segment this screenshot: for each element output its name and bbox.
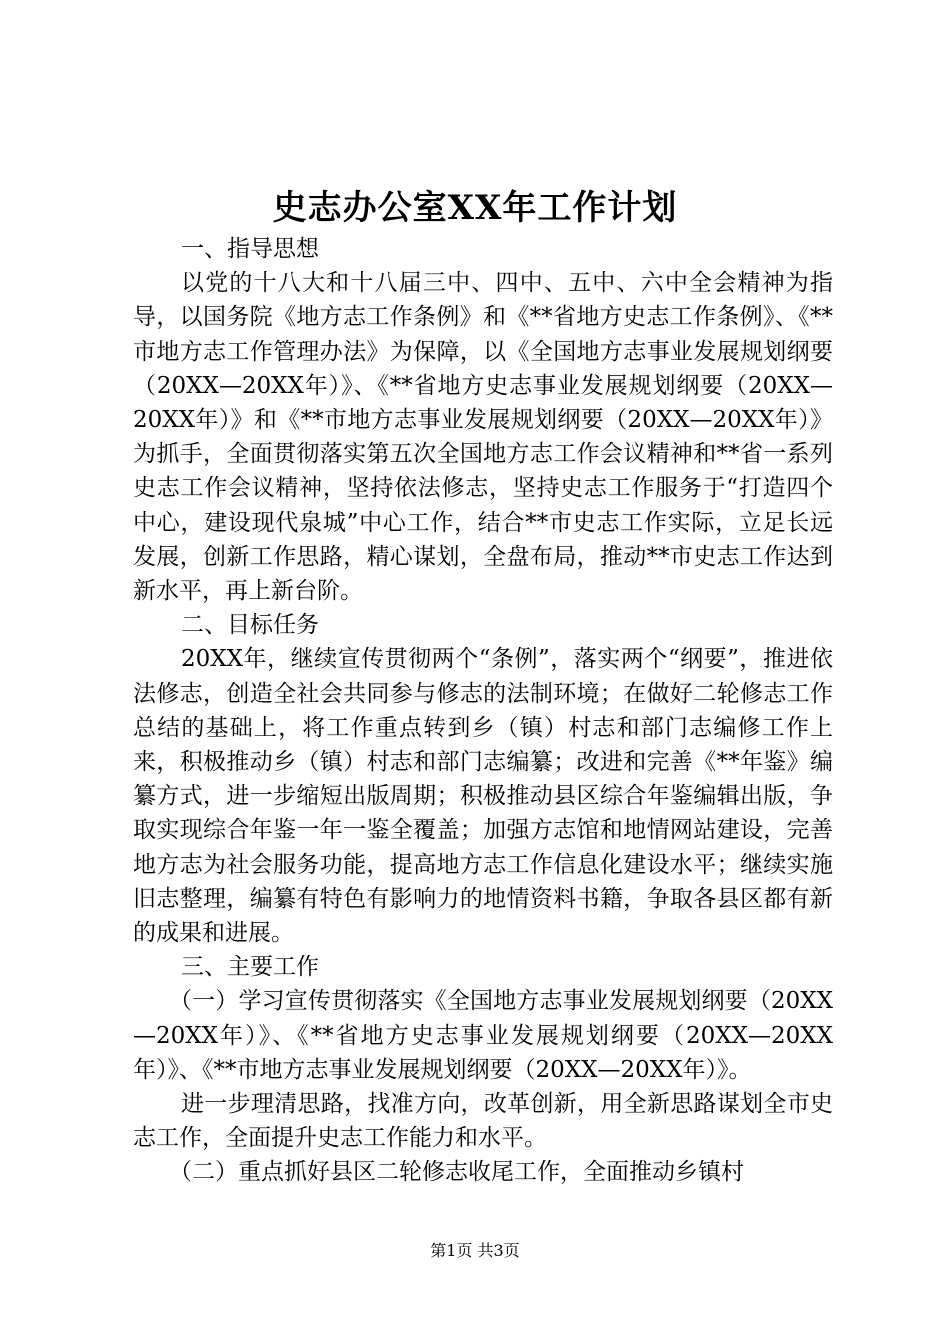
document-body: [133, 232, 833, 1190]
page-footer: 第1页 共3页: [430, 1241, 520, 1260]
paragraph-subsection-1: 进一步理清思路，找准方向，改革创新，用全新思路谋划全市史志工作，全面提升史志工作能力和水平。: [133, 1091, 833, 1152]
subsection-heading-2: （二）重点抓好县区二轮修志收尾工作，全面推动乡镇村: [169, 1159, 744, 1186]
subsection-heading-1: （一）学习宣传贯彻落实《全国地方志事业发展规划纲要（20XX—20XX年）》、《**省地方史志事业发展规划纲要（20XX—20XX年）》、《**市地方志事业发展规划纲要（20XX—20XX年）》。: [133, 988, 833, 1083]
section-heading-main-work: 三、主要工作: [181, 954, 319, 981]
paragraph-guiding-ideology: 以党的十八大和十八届三中、四中、五中、六中全会精神为指导，以国务院《地方志工作条例》和《**省地方史志工作条例》、《**市地方志工作管理办法》为保障，以《全国地方志事业发展规划纲要（20XX—20XX年）》、《**省地方史志事业发展规划纲要（20XX—20XX年）》和《**市地方志事业发展规划纲要（20XX—20XX年）》为抓手，全面贯彻落实第五次全国地方志工作会议精神和**省一系列史志工作会议精神，坚持依法修志，坚持史志工作服务于“打造四个中心，建设现代泉城”中心工作，结合**市史志工作实际，立足长远发展，创新工作思路，精心谋划，全盘布局，推动**市史志工作达到新水平，再上新台阶。: [133, 270, 833, 605]
section-heading-guiding-ideology: 一、指导思想: [181, 236, 319, 262]
section-heading-goals-tasks: 二、目标任务: [181, 612, 319, 639]
paragraph-goals-tasks: 20XX年，继续宣传贯彻两个“条例”，落实两个“纲要”，推进依法修志，创造全社会共同参与修志的法制环境；在做好二轮修志工作总结的基础上，将工作重点转到乡（镇）村志和部门志编修工作上来，积极推动乡（镇）村志和部门志编纂；改进和完善《**年鉴》编纂方式，进一步缩短出版周期；积极推动县区综合年鉴编辑出版，争取实现综合年鉴一年一鉴全覆盖；加强方志馆和地情网站建设，完善地方志为社会服务功能，提高地方志工作信息化建设水平；继续实施旧志整理，编纂有特色有影响力的地情资料书籍，争取各县区都有新的成果和进展。: [133, 646, 833, 947]
page-title: 史志办公室XX年工作计划: [272, 188, 678, 228]
